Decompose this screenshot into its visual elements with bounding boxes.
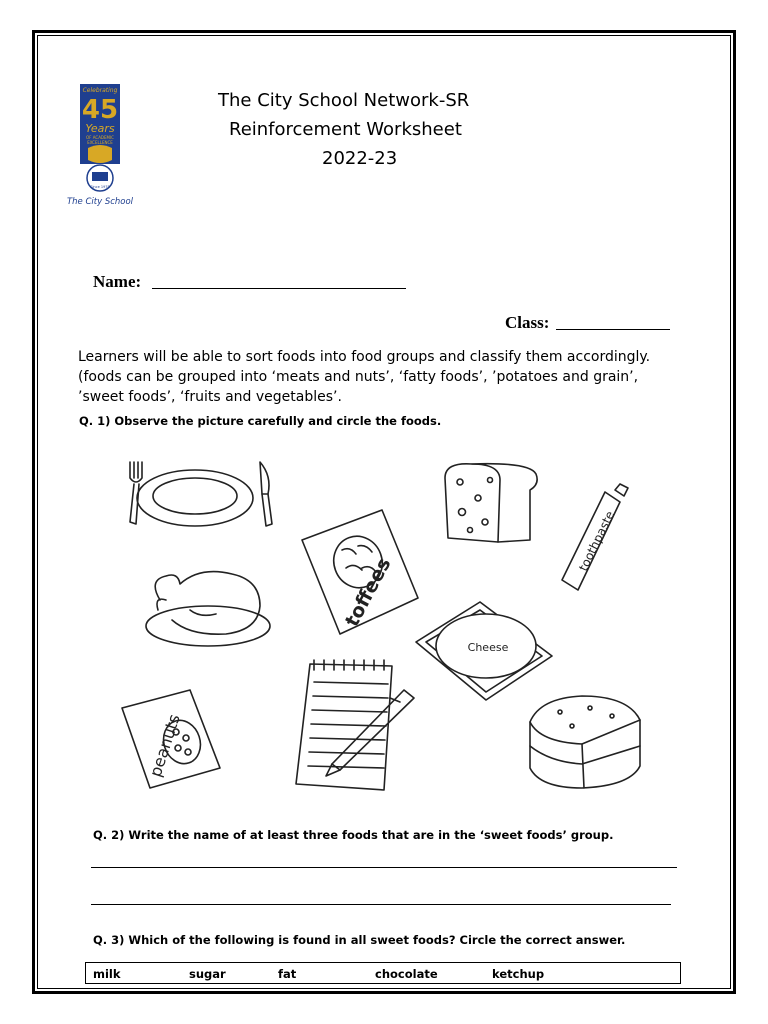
peanuts-pack-icon[interactable] xyxy=(122,690,220,788)
name-label: Name: xyxy=(93,272,142,291)
option-ketchup[interactable]: ketchup xyxy=(492,967,545,981)
plate-icon[interactable] xyxy=(137,470,253,526)
intro-line-3: ’sweet foods’, ‘fruits and vegetables’. xyxy=(78,389,342,405)
options-box xyxy=(85,962,681,984)
logo-since: Since 1978 xyxy=(90,185,110,189)
worksheet-title: Reinforcement Worksheet xyxy=(229,119,462,140)
notepad-icon[interactable] xyxy=(296,660,392,790)
crest-icon xyxy=(88,145,112,163)
toothpaste-icon[interactable] xyxy=(562,484,628,590)
option-sugar[interactable]: sugar xyxy=(189,967,226,981)
class-field[interactable] xyxy=(556,329,670,330)
intro-line-1: Learners will be able to sort foods into food groups and classify them accordingly. xyxy=(78,349,651,365)
answer-line-1[interactable] xyxy=(91,867,677,868)
logo-years: Years xyxy=(85,122,115,135)
knife-icon[interactable] xyxy=(260,462,272,526)
pen-icon[interactable] xyxy=(326,690,414,776)
cheese-tray-icon[interactable] xyxy=(416,602,552,700)
question-1: Q. 1) Observe the picture carefully and circle the foods. xyxy=(79,414,442,428)
logo-tagline-1: OF ACADEMIC xyxy=(86,135,114,140)
toffees-pack-icon[interactable] xyxy=(302,510,418,634)
option-fat[interactable]: fat xyxy=(278,967,297,981)
cheese-wheel-icon[interactable] xyxy=(530,696,640,788)
cheese-label: Cheese xyxy=(467,641,509,654)
option-milk[interactable]: milk xyxy=(93,967,121,981)
roast-chicken-icon[interactable] xyxy=(146,572,270,646)
toffees-label: toffees xyxy=(340,554,396,631)
logo-number: 45 xyxy=(81,95,119,125)
class-label: Class: xyxy=(505,313,550,332)
question-2: Q. 2) Write the name of at least three foods that are in the ‘sweet foods’ group. xyxy=(93,828,614,842)
toothpaste-label: toothpaste xyxy=(576,508,618,574)
answer-line-2[interactable] xyxy=(91,904,671,905)
school-year: 2022-23 xyxy=(322,148,398,169)
logo-tagline-2: EXCELLENCE xyxy=(87,140,113,145)
school-logo xyxy=(62,80,138,210)
question-3: Q. 3) Which of the following is found in all sweet foods? Circle the correct answer. xyxy=(93,933,626,947)
bread-icon[interactable] xyxy=(445,464,537,542)
logo-top-text: Celebrating xyxy=(82,87,118,94)
fork-icon[interactable] xyxy=(130,462,142,524)
option-chocolate[interactable]: chocolate xyxy=(375,967,438,981)
intro-line-2: (foods can be grouped into ‘meats and nuts’, ‘fatty foods’, ’potatoes and grain’, xyxy=(78,369,639,385)
peanuts-label: peanuts xyxy=(145,711,184,780)
name-field[interactable] xyxy=(152,288,406,289)
logo-caption: The City School xyxy=(66,197,134,207)
food-picture xyxy=(100,450,660,800)
school-name: The City School Network-SR xyxy=(218,90,470,111)
